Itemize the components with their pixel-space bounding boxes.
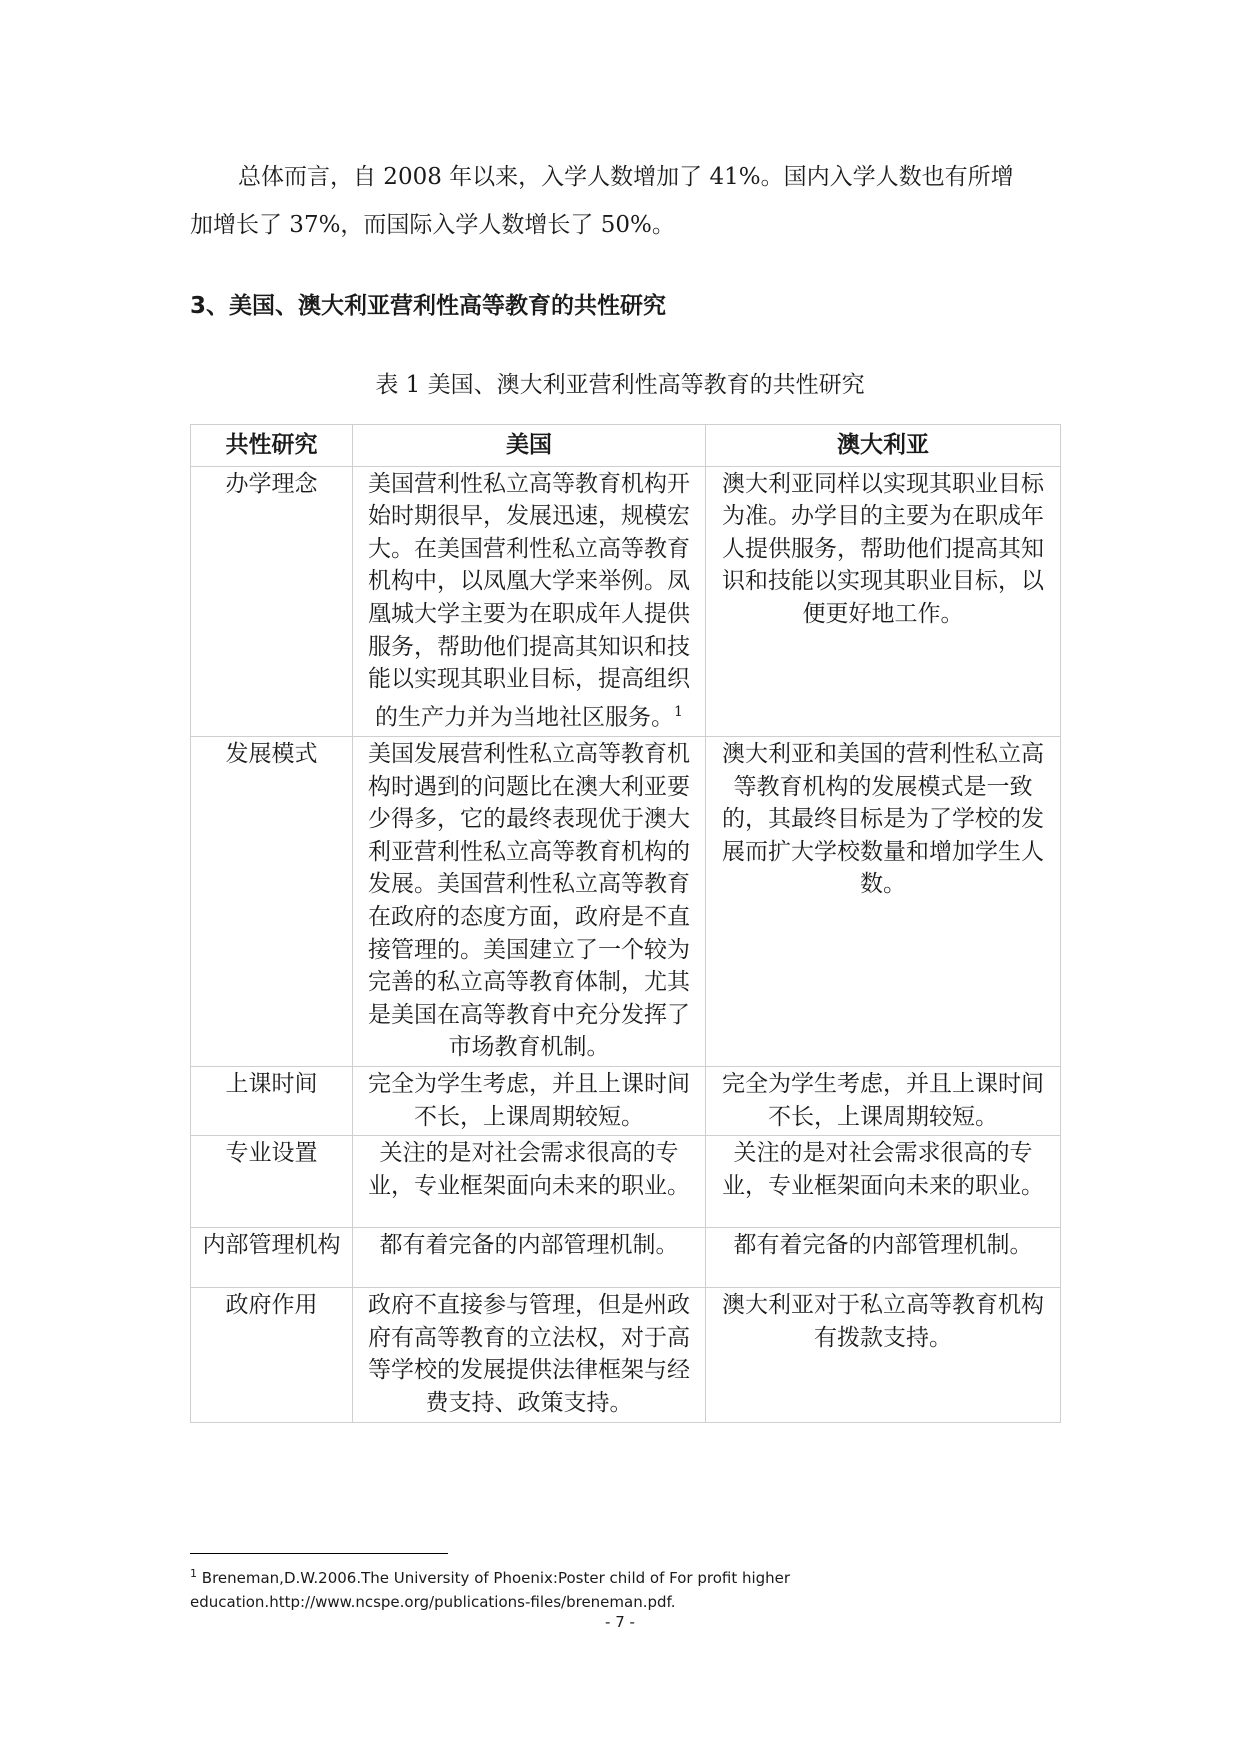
- usa-cell: 关注的是对社会需求很高的专业，专业框架面向未来的职业。: [353, 1136, 706, 1228]
- row-label: 内部管理机构: [191, 1228, 353, 1288]
- footnote: [190, 1562, 1070, 1614]
- footnote-text-line-2: education.http://www.ncspe.org/publications-files/breneman.pdf.: [190, 1593, 676, 1611]
- header-common-research: 共性研究: [191, 425, 353, 467]
- usa-cell: [353, 466, 706, 736]
- header-usa: 美国: [353, 425, 706, 467]
- row-label: 发展模式: [191, 737, 353, 1067]
- footnote-text-line-1: Breneman,D.W.2006.The University of Phoenix:Poster child of For profit higher: [201, 1569, 791, 1587]
- row-label: 专业设置: [191, 1136, 353, 1228]
- row-label: 上课时间: [191, 1066, 353, 1135]
- table-row: [191, 1228, 1061, 1288]
- australia-cell: 澳大利亚对于私立高等教育机构有拨款支持。: [706, 1288, 1061, 1422]
- table-row: [191, 466, 1061, 736]
- australia-cell: 澳大利亚和美国的营利性私立高等教育机构的发展模式是一致的，其最终目标是为了学校的发展而扩大学校数量和增加学生人数。: [706, 737, 1061, 1067]
- table-row: [191, 1288, 1061, 1422]
- australia-cell: 完全为学生考虑，并且上课时间不长，上课周期较短。: [706, 1066, 1061, 1135]
- usa-cell: 美国发展营利性私立高等教育机构时遇到的问题比在澳大利亚要少得多，它的最终表现优于澳大利亚营利性私立高等教育机构的发展。美国营利性私立高等教育在政府的态度方面，政府是不直接管理的。美国建立了一个较为完善的私立高等教育体制，尤其是美国在高等教育中充分发挥了市场教育机制。: [353, 737, 706, 1067]
- table-header-row: [191, 425, 1061, 467]
- header-australia: 澳大利亚: [706, 425, 1061, 467]
- usa-cell: 都有着完备的内部管理机制。: [353, 1228, 706, 1288]
- table-row: [191, 1136, 1061, 1228]
- table-caption: 表 1 美国、澳大利亚营利性高等教育的共性研究: [375, 372, 865, 398]
- table-row: [191, 737, 1061, 1067]
- intro-paragraph-line-1: [190, 152, 1060, 202]
- row-label: 政府作用: [191, 1288, 353, 1422]
- australia-cell: 都有着完备的内部管理机制。: [706, 1228, 1061, 1288]
- intro-text-1: 总体而言，自 2008 年以来，入学人数增加了 41%。国内入学人数也有所增: [238, 164, 1014, 190]
- section-heading: 3、美国、澳大利亚营利性高等教育的共性研究: [190, 293, 667, 319]
- footnote-mark: 1: [190, 1567, 197, 1580]
- footnote-divider: [190, 1553, 448, 1554]
- row-label: 办学理念: [191, 466, 353, 736]
- page-number: - 7 -: [605, 1613, 635, 1631]
- footnote-reference: 1: [674, 703, 683, 720]
- usa-cell: 完全为学生考虑，并且上课时间不长，上课周期较短。: [353, 1066, 706, 1135]
- australia-cell: 澳大利亚同样以实现其职业目标为准。办学目的主要为在职成年人提供服务，帮助他们提高其知识和技能以实现其职业目标，以便更好地工作。: [706, 466, 1061, 736]
- intro-paragraph-line-2: 加增长了 37%，而国际入学人数增长了 50%。: [190, 212, 675, 238]
- comparison-table: [190, 424, 1061, 1423]
- usa-cell-text: 美国营利性私立高等教育机构开始时期很早，发展迅速，规模宏大。在美国营利性私立高等教育机构中，以凤凰大学来举例。凤凰城大学主要为在职成年人提供服务，帮助他们提高其知识和技能以实现其职业目标，提高组织的生产力并为当地社区服务。: [368, 470, 690, 731]
- usa-cell: 政府不直接参与管理，但是州政府有高等教育的立法权，对于高等学校的发展提供法律框架与经费支持、政策支持。: [353, 1288, 706, 1422]
- table-row: [191, 1066, 1061, 1135]
- australia-cell: 关注的是对社会需求很高的专业，专业框架面向未来的职业。: [706, 1136, 1061, 1228]
